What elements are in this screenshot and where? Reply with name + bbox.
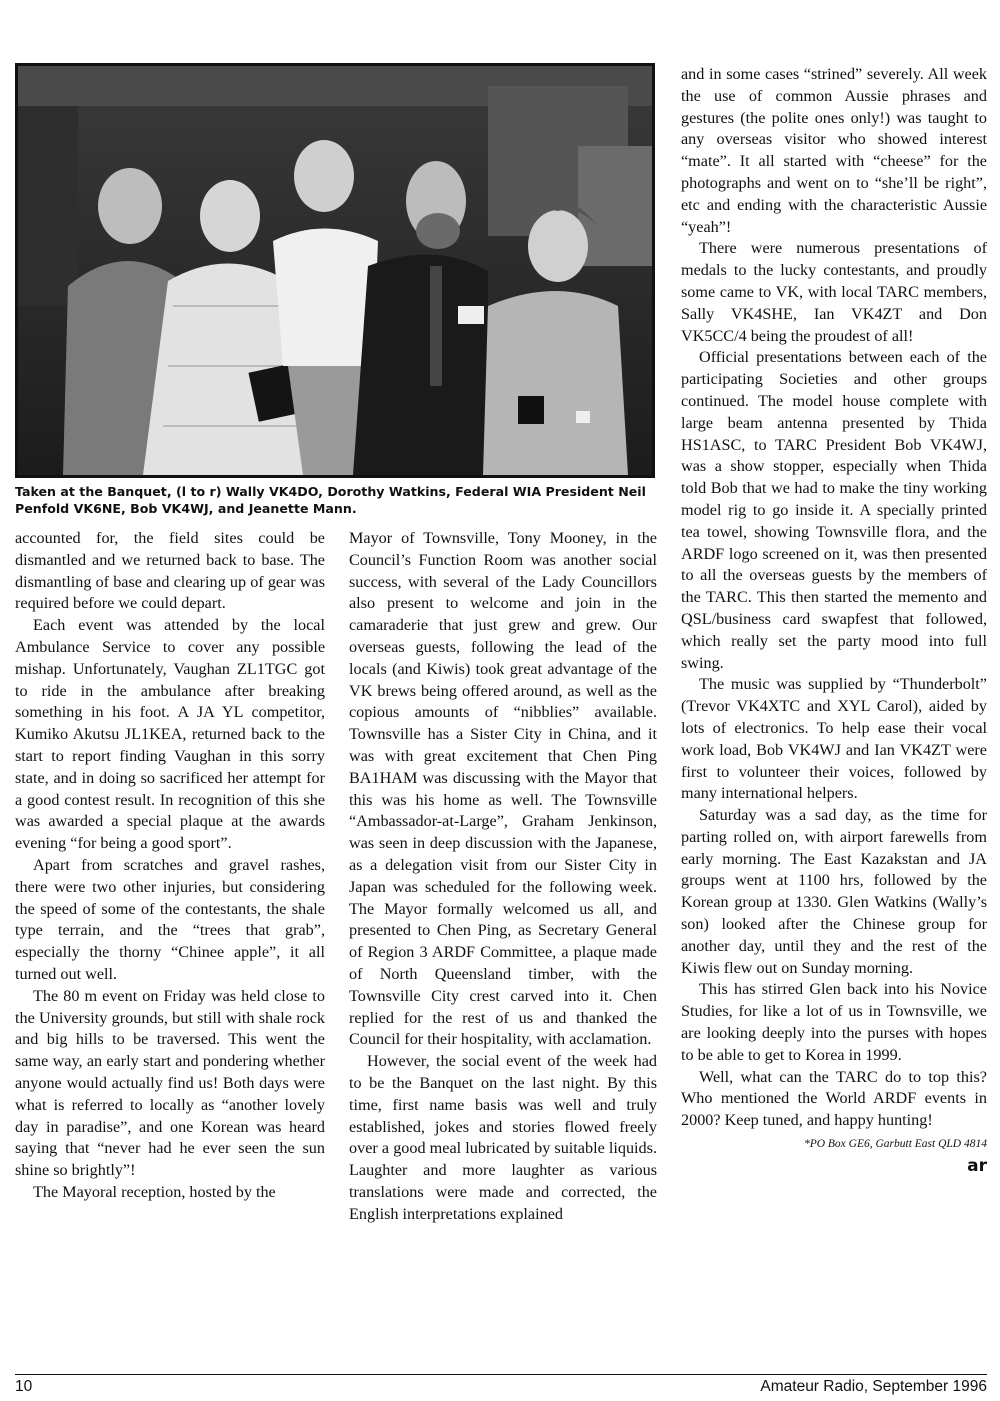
banquet-photo-image xyxy=(18,66,652,475)
paragraph: Each event was attended by the local Ambulance Service to cover any possible mishap. Unfortunately, Vaughan ZL1TGC got to ride in the ambulance after breaking something in his foot. A JA YL competitor, Kumiko Akutsu JL1KEA, returned back to the start to report finding Vaughan in this sorry state, and in doing so sacrificed her attempt for a good contest result. In recognition of this she was awarded a special plaque at the awards evening “for being a good sport”. xyxy=(15,616,325,853)
page-number: 10 xyxy=(15,1378,33,1395)
end-of-article-mark: ar xyxy=(967,1155,987,1176)
paragraph: There were numerous presentations of medals to the lucky contestants, and proudly some came to VK, with local TARC members, Sally VK4SHE, Ian VK4ZT and Don VK5CC/4 being the proudest of all! xyxy=(681,239,987,345)
paragraph: The Mayoral reception, hosted by the xyxy=(33,1182,276,1201)
paragraph: Mayor of Townsville, Tony Mooney, in the Council’s Function Room was another social success, with several of the Lady Councillors also present to welcome and join in the camaraderie that just grew and grew. Our overseas guests, following the lead of the locals (and Kiwis) took great advantage of the VK brews being offered around, as well as the copious amounts of “nibblies” available. Townsville has a Sister City in China, and it was with great excitement that Chen Ping BA1HAM was discussing with the Mayor that this was his home as well. The Townsville “Ambassador-at-Large”, Graham Jenkinson, was seen in deep discussion with the Japanese, as a delegation visit from our Sister City in Japan was scheduled for the following week. The Mayor formally welcomed us all, and presented to Chen Ping, as Secretary General of Region 3 ARDF Committee, a plaque made of North Queensland timber, with the Townsville City crest carved into it. Chen replied for the rest of us and thanked the Council for their hospitality, with acclamation. xyxy=(349,529,657,1049)
author-address: *PO Box GE6, Garbutt East QLD 4814 xyxy=(803,1138,987,1151)
article-column-2 xyxy=(349,528,657,1226)
article-column-3 xyxy=(681,64,987,1178)
page-footer xyxy=(15,1374,987,1398)
publication-info: Amateur Radio, September 1996 xyxy=(760,1378,987,1395)
paragraph: The music was supplied by “Thunderbolt” (Trevor VK4XTC and XYL Carol), aided by lots of electronics. To help ease their vocal work load, Bob VK4WJ and Ian VK4ZT were first to volunteer their voices, followed by many international helpers. xyxy=(681,675,987,803)
paragraph: Well, what can the TARC do to top this? Who mentioned the World ARDF events in 2000? Keep tuned, and happy hunting! xyxy=(681,1067,987,1130)
paragraph: Official presentations between each of the participating Societies and other groups continued. The model house complete with large beam antenna presented by Thida HS1ASC, to TARC President Bob VK4WJ, was a show stopper, especially when Thida told Bob that we had to make the tiny working model rig to go inside it. A specially printed tea towel, showing Townsville flora, and the ARDF logo screened on it, was then presented to all the overseas guests by the members of the TARC. This then started the memento and QSL/business card swapfest that followed, which really set the party mood into full swing. xyxy=(681,348,987,672)
photo-caption: Taken at the Banquet, (l to r) Wally VK4DO, Dorothy Watkins, Federal WIA President Neil Penfold VK6NE, Bob VK4WJ, and Jeanette Mann. xyxy=(15,484,646,516)
paragraph: The 80 m event on Friday was held close to the University grounds, but still with shale rock and big hills to be traversed. This went the same way, an early start and pondering whether anyone would actually find us! Both days were what is referred to locally as “another lovely day in paradise”, and one Korean was heard saying that “never had he ever seen the sun shine so brightly”! xyxy=(15,986,325,1180)
paragraph: Saturday was a sad day, as the time for parting rolled on, with airport farewells from early morning. The East Kazakstan and JA groups went at 1100 hrs, followed by the Korean group at 1330. Glen Watkins (Wally’s son) looked after the Chinese group for another day, until they and the rest of the Kiwis flew out on Sunday morning. xyxy=(681,806,987,977)
paragraph: This has stirred Glen back into his Novice Studies, for like a lot of us in Townsville, we are looking deeply into the purses with hopes to be able to get to Korea in 1999. xyxy=(681,980,987,1064)
article-column-1 xyxy=(15,528,325,1204)
banquet-photo xyxy=(15,63,655,478)
paragraph: accounted for, the field sites could be dismantled and we returned back to base. The dismantling of base and clearing up of gear was required before we could depart. xyxy=(15,529,325,613)
paragraph: However, the social event of the week had to be the Banquet on the last night. By this time, first name basis was well and truly established, jokes and stories flowed freely over a good meal lubricated by suitable liquids. Laughter and more laughter as various translations were made and corrected, the English interpretations explained xyxy=(349,1052,657,1223)
paragraph: and in some cases “strined” severely. All week the use of common Aussie phrases and gestures (the polite ones only!) was taught to any overseas visitor who showed interest “mate”. It all started with “cheese” for the photographs and went on to “she’ll be right”, etc and ending with the characteristic Aussie “yeah”! xyxy=(681,65,987,236)
paragraph: Apart from scratches and gravel rashes, there were two other injuries, but considering the speed of some of the contestants, the shale type terrain, and the “trees that grab”, especially the thorny “Chinee apple”, it all turned out well. xyxy=(15,855,325,983)
